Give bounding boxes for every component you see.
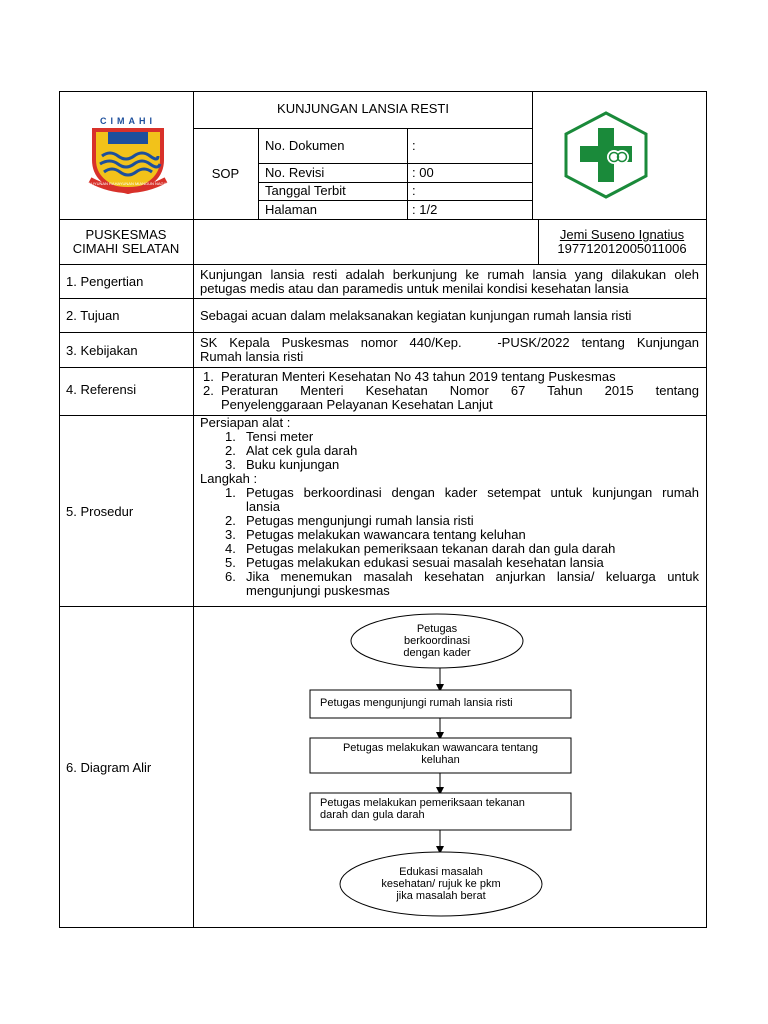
- meta-label-no-dokumen: No. Dokumen: [265, 138, 345, 153]
- kebijakan-line1: SK Kepala Puskesmas nomor 440/Kep. -PUSK/2022 tentang Kunjungan: [200, 335, 699, 350]
- prosedur-label: 5. Prosedur: [66, 504, 134, 519]
- meta-value-no-dokumen: :: [412, 138, 416, 153]
- org-name-line1: PUSKESMAS: [85, 227, 167, 242]
- flow-node-3-text: Petugas melakukan wawancara tentang keluhan: [342, 742, 539, 766]
- langkah-item: 5. Petugas melakukan edukasi sesuai masalah kesehatan lansia: [225, 555, 604, 570]
- diagram-label: 6. Diagram Alir: [66, 760, 152, 775]
- meta-label-halaman: Halaman: [265, 202, 318, 217]
- meta-label-tanggal-terbit: Tanggal Terbit: [265, 183, 346, 198]
- meta-value-no-revisi: : 00: [412, 165, 434, 180]
- flow-node-2-text: Petugas mengunjungi rumah lansia risti: [320, 697, 513, 709]
- signer-name: Jemi Suseno Ignatius: [559, 227, 685, 242]
- alat-heading: Persiapan alat :: [200, 415, 291, 430]
- kebijakan-label: 3. Kebijakan: [66, 343, 138, 358]
- meta-value-tanggal-terbit: :: [412, 183, 416, 198]
- signer-nip: 197712012005011006: [557, 241, 687, 256]
- langkah-item: 6. Jika menemukan masalah kesehatan anjurkan lansia/ keluarga untuk: [225, 569, 699, 584]
- tujuan-label: 2. Tujuan: [66, 308, 120, 323]
- langkah-item: 3. Petugas melakukan wawancara tentang keluhan: [225, 527, 526, 542]
- pengertian-label: 1. Pengertian: [66, 274, 144, 289]
- document-title: KUNJUNGAN LANSIA RESTI: [277, 101, 449, 116]
- cimahi-logo-text: CIMAHI: [100, 116, 156, 126]
- langkah-item-continued: mengunjungi puskesmas: [246, 583, 390, 598]
- meta-label-no-revisi: No. Revisi: [265, 165, 325, 180]
- referensi-item-continued: Penyelenggaraan Pelayanan Kesehatan Lanjut: [221, 397, 493, 412]
- alat-item: 3. Buku kunjungan: [225, 457, 340, 472]
- referensi-item: 2. Peraturan Menteri Kesehatan Nomor 67 Tahun 2015 tentang: [203, 383, 699, 398]
- referensi-item: 1. Peraturan Menteri Kesehatan No 43 tahun 2019 tentang Puskesmas: [203, 369, 616, 384]
- cimahi-logo-motto: SAUYUNAN RAHAYUNAN MIANGUN NAGARI: [85, 181, 171, 186]
- org-name-line2: CIMAHI SELATAN: [72, 241, 180, 256]
- flow-node-4-text: Petugas melakukan pemeriksaan tekanan darah dan gula darah: [320, 797, 525, 821]
- flow-node-1-text: Petugas berkoordinasi dengan kader: [403, 623, 471, 659]
- alat-item: 1. Tensi meter: [225, 429, 314, 444]
- kebijakan-line2: Rumah lansia risti: [200, 349, 304, 364]
- tujuan-text: Sebagai acuan dalam melaksanakan kegiatan kunjungan rumah lansia risti: [200, 308, 632, 323]
- alat-item: 2. Alat cek gula darah: [225, 443, 358, 458]
- langkah-item: 2. Petugas mengunjungi rumah lansia risti: [225, 513, 474, 528]
- langkah-item: 1. Petugas berkoordinasi dengan kader setempat untuk kunjungan rumah: [225, 485, 699, 500]
- meta-value-halaman: : 1/2: [412, 202, 438, 217]
- sop-label: SOP: [211, 166, 240, 181]
- langkah-item: 4. Petugas melakukan pemeriksaan tekanan darah dan gula darah: [225, 541, 616, 556]
- langkah-heading: Langkah :: [200, 471, 258, 486]
- referensi-label: 4. Referensi: [66, 382, 137, 397]
- pengertian-line2: petugas medis atau dan paramedis untuk menilai kondisi kesehatan lansia: [200, 281, 629, 296]
- pengertian-line1: Kunjungan lansia resti adalah berkunjung ke rumah lansia yang dilakukan oleh: [200, 267, 699, 282]
- flow-node-5-text: Edukasi masalah kesehatan/ rujuk ke pkm jika masalah berat: [381, 866, 501, 902]
- langkah-item-continued: lansia: [246, 499, 280, 514]
